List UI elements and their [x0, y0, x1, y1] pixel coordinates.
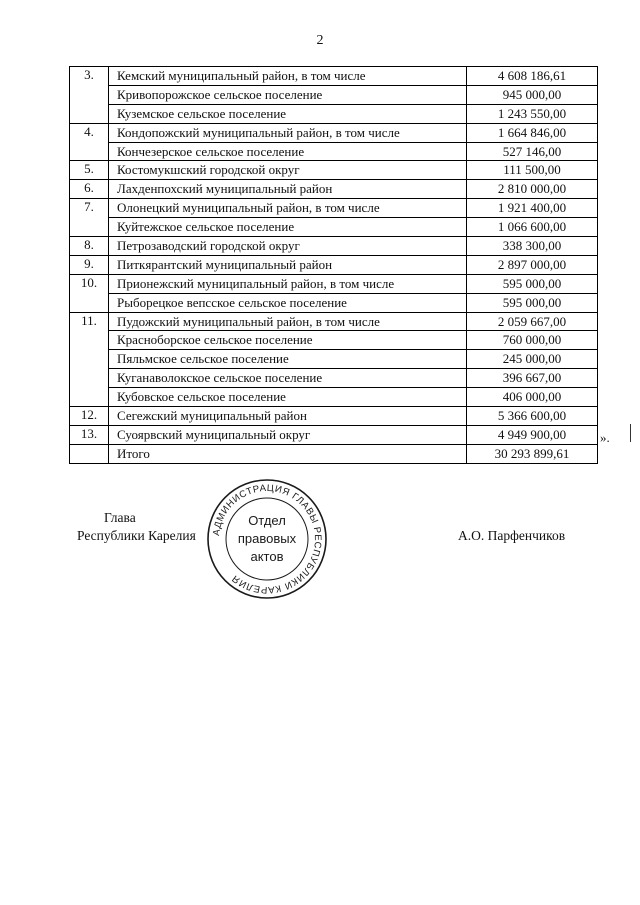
signature-title: Глава: [104, 510, 136, 525]
row-name: Сегежский муниципальный район: [109, 407, 467, 426]
official-stamp: [205, 477, 329, 601]
row-name: Кондопожский муниципальный район, в том числе: [109, 123, 467, 142]
row-number: [70, 350, 109, 369]
row-amount: 945 000,00: [467, 85, 598, 104]
row-number: [70, 142, 109, 161]
signature-organization: Республики Карелия: [77, 528, 196, 543]
table-row: [70, 123, 598, 142]
table-row: [70, 312, 598, 331]
row-amount: 1 066 600,00: [467, 218, 598, 237]
table-row: [70, 369, 598, 388]
row-name: Кривопорожское сельское поселение: [109, 85, 467, 104]
row-number: 6.: [70, 180, 109, 199]
row-amount: 245 000,00: [467, 350, 598, 369]
row-name: Кемский муниципальный район, в том числе: [109, 67, 467, 86]
table-row: [70, 255, 598, 274]
row-amount: 4 949 900,00: [467, 425, 598, 444]
row-name: Суоярвский муниципальный округ: [109, 425, 467, 444]
row-number: 3.: [70, 67, 109, 86]
row-amount: 4 608 186,61: [467, 67, 598, 86]
row-name: Питкярантский муниципальный район: [109, 255, 467, 274]
table-row: [70, 218, 598, 237]
row-number: [70, 331, 109, 350]
row-name: Рыборецкое вепсское сельское поселение: [109, 293, 467, 312]
table-row: [70, 161, 598, 180]
table-row: [70, 407, 598, 426]
row-amount: 1 664 846,00: [467, 123, 598, 142]
row-amount: 1 243 550,00: [467, 104, 598, 123]
table-row: [70, 388, 598, 407]
row-amount: 2 810 000,00: [467, 180, 598, 199]
row-amount: 396 667,00: [467, 369, 598, 388]
row-amount: 338 300,00: [467, 237, 598, 256]
table-row: [70, 67, 598, 86]
row-number: 10.: [70, 274, 109, 293]
table-body: [70, 67, 598, 464]
row-amount: 1 921 400,00: [467, 199, 598, 218]
stamp-ring-text: АДМИНИСТРАЦИЯ ГЛАВЫ РЕСПУБЛИКИ КАРЕЛИЯ: [211, 482, 324, 596]
row-name: Петрозаводский городской округ: [109, 237, 467, 256]
row-name: Красноборское сельское поселение: [109, 331, 467, 350]
closing-quote-mark: ».: [600, 430, 610, 445]
table-row: [70, 274, 598, 293]
table-row: [70, 142, 598, 161]
row-number: 12.: [70, 407, 109, 426]
table-row: [70, 199, 598, 218]
page-number: 2: [316, 33, 324, 48]
row-amount: 527 146,00: [467, 142, 598, 161]
row-name: Пяльмское сельское поселение: [109, 350, 467, 369]
table-row: [70, 425, 598, 444]
row-name: Кубовское сельское поселение: [109, 388, 467, 407]
table-row: [70, 350, 598, 369]
row-number: 7.: [70, 199, 109, 218]
row-name: Лахденпохский муниципальный район: [109, 180, 467, 199]
table-row: [70, 85, 598, 104]
text-cursor: [630, 424, 631, 442]
row-amount: 595 000,00: [467, 293, 598, 312]
row-number: 9.: [70, 255, 109, 274]
row-name: Куйтежское сельское поселение: [109, 218, 467, 237]
row-number: [70, 444, 109, 463]
row-name: Куземское сельское поселение: [109, 104, 467, 123]
budget-table: [69, 66, 598, 464]
row-name: Итого: [109, 444, 467, 463]
row-name: Олонецкий муниципальный район, в том числе: [109, 199, 467, 218]
stamp-text-line3: актов: [250, 549, 284, 564]
row-name: Куганаволокское сельское поселение: [109, 369, 467, 388]
row-amount: 406 000,00: [467, 388, 598, 407]
row-number: [70, 293, 109, 312]
table-row: [70, 104, 598, 123]
row-number: [70, 369, 109, 388]
row-number: [70, 104, 109, 123]
table-row: [70, 293, 598, 312]
table-row: [70, 444, 598, 463]
row-number: 13.: [70, 425, 109, 444]
row-amount: 5 366 600,00: [467, 407, 598, 426]
table-row: [70, 180, 598, 199]
row-number: 8.: [70, 237, 109, 256]
row-amount: 111 500,00: [467, 161, 598, 180]
row-name: Пудожский муниципальный район, в том числе: [109, 312, 467, 331]
row-amount: 2 059 667,00: [467, 312, 598, 331]
row-number: 11.: [70, 312, 109, 331]
row-number: [70, 85, 109, 104]
row-amount: 595 000,00: [467, 274, 598, 293]
row-amount: 2 897 000,00: [467, 255, 598, 274]
stamp-text-line2: правовых: [237, 531, 297, 546]
row-number: [70, 388, 109, 407]
table-row: [70, 237, 598, 256]
row-number: 4.: [70, 123, 109, 142]
signatory-name: А.О. Парфенчиков: [458, 528, 566, 543]
table-row: [70, 331, 598, 350]
stamp-text-line1: Отдел: [248, 513, 286, 528]
row-amount: 760 000,00: [467, 331, 598, 350]
row-name: Костомукшский городской округ: [109, 161, 467, 180]
row-name: Прионежский муниципальный район, в том числе: [109, 274, 467, 293]
row-number: 5.: [70, 161, 109, 180]
row-name: Кончезерское сельское поселение: [109, 142, 467, 161]
row-amount: 30 293 899,61: [467, 444, 598, 463]
row-number: [70, 218, 109, 237]
